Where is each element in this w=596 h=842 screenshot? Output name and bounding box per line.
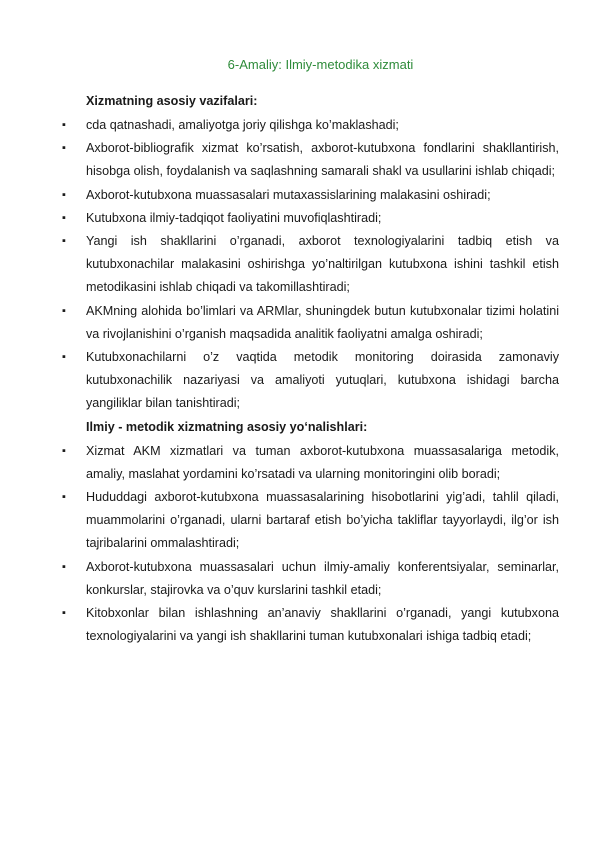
list-item — [62, 440, 559, 486]
bullet-icon: ▪ — [62, 560, 66, 573]
tasks-list — [62, 114, 559, 416]
bullet-icon: ▪ — [62, 142, 66, 155]
list-item — [62, 346, 559, 416]
list-item-text: AKMning alohida bo’limlari va ARMlar, shuningdek butun kutubxonalar tizimi holatini va rivojlanishini o’rganish maqsadida analitik faoliyatni amalga oshiradi; — [86, 303, 559, 341]
list-item-text: Axborot-bibliografik xizmat ko’rsatish, axborot-kutubxona fondlarini shakllantirish, hisobga olish, foydalanish va saqlashning samarali shakl va usullarini ishlab chiqadi; — [86, 141, 559, 179]
list-item-text: Axborot-kutubxona muassasalari uchun ilmiy-amaliy konferentsiyalar, seminarlar, konkurslar, stajirovka va o’quv kurslarini tashkil etadi; — [86, 559, 559, 597]
list-item — [62, 602, 559, 648]
list-item-text: Kutubxonachilarni o’z vaqtida metodik monitoring doirasida zamonaviy kutubxonachilik nazariyasi va amaliyoti yutuqlari, kutubxona ishidagi barcha yangiliklar bilan tanishtiradi; — [86, 350, 559, 411]
bullet-icon: ▪ — [62, 188, 66, 201]
bullet-icon: ▪ — [62, 119, 66, 131]
list-item-text: cda qatnashadi, amaliyotga joriy qilishga ko’maklashadi; — [86, 118, 399, 132]
bullet-icon: ▪ — [62, 211, 66, 224]
list-item-text: Hududdagi axborot-kutubxona muassasalarining hisobotlarini yig’adi, tahlil qiladi, muammolarini o’rganadi, ularni bartaraf etish bo’yicha takliflar tayyorlaydi, ilg’or ish tajribalarini ommalashtiradi; — [86, 490, 559, 551]
page-title: 6-Amaliy: Ilmiy-metodika xizmati — [227, 57, 414, 72]
bullet-icon: ▪ — [62, 235, 66, 248]
bullet-icon: ▪ — [62, 491, 66, 504]
bullet-icon: ▪ — [62, 444, 66, 457]
section-heading-tasks: Xizmatning asosiy vazifalari: — [86, 94, 258, 108]
directions-list — [62, 440, 559, 649]
list-item — [62, 207, 559, 230]
bullet-icon: ▪ — [62, 351, 66, 364]
list-item-text: Kutubxona ilmiy-tadqiqot faoliyatini muvofiqlashtiradi; — [86, 210, 382, 225]
section-heading-directions: Ilmiy - metodik xizmatning asosiy yo‘nalishlari: — [86, 419, 368, 434]
list-item-text: Xizmat AKM xizmatlari va tuman axborot-kutubxona muassasalariga metodik, amaliy, maslahat yordamini ko’rsatadi va ularning monitoringini olib boradi; — [86, 443, 559, 481]
list-item — [62, 556, 559, 602]
list-item — [62, 486, 559, 556]
list-item — [62, 300, 559, 346]
list-item — [62, 184, 559, 207]
list-item — [62, 114, 559, 137]
list-item-text: Axborot-kutubxona muassasalari mutaxassislarining malakasini oshiradi; — [86, 187, 491, 202]
bullet-icon: ▪ — [62, 304, 66, 317]
list-item — [62, 230, 559, 300]
list-item-text: Yangi ish shakllarini o’rganadi, axborot texnologiyalarini tadbiq etish va kutubxonachilar malakasini oshirishga yo’naltirilgan kutubxona ishini tashkil etish metodikasini ishlab chiqadi va takomillashtiradi; — [86, 234, 559, 295]
list-item — [62, 137, 559, 183]
list-item-text: Kitobxonlar bilan ishlashning an’anaviy shakllarini o’rganadi, yangi kutubxona texnologiyalarini va yangi ish shakllarini tuman kutubxonalari ishiga tadbiq etadi; — [86, 606, 559, 644]
bullet-icon: ▪ — [62, 607, 66, 620]
